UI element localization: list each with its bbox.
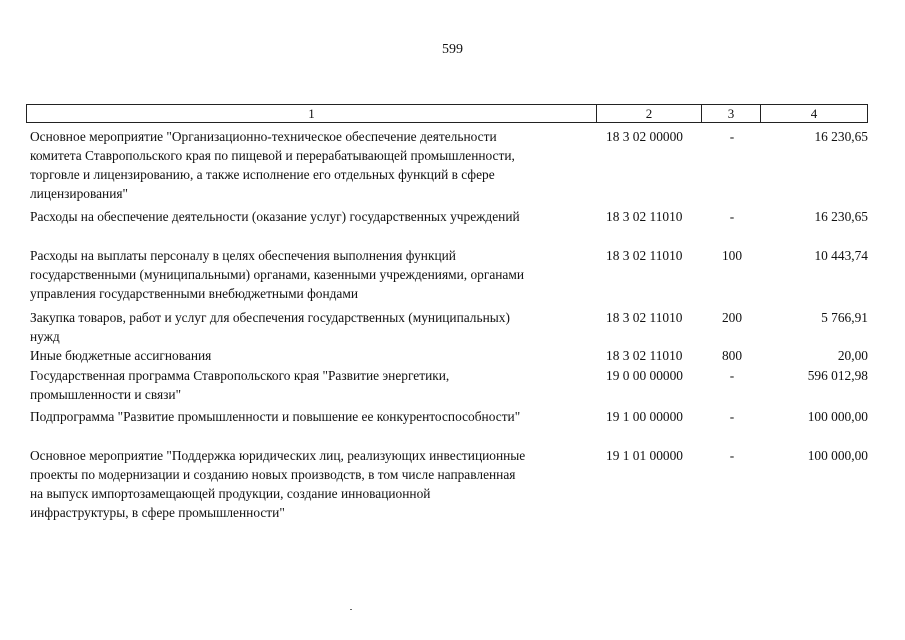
row-amount: 16 230,65 <box>814 129 868 144</box>
row-name: Иные бюджетные ассигнования <box>30 348 212 363</box>
row-name: Подпрограмма "Развитие промышленности и повышение ее конкурентоспособности" <box>30 409 521 424</box>
row-amount: 10 443,74 <box>814 248 868 263</box>
row-name: Расходы на обеспечение деятельности (оказание услуг) государственных учреждений <box>30 209 520 224</box>
row-type: - <box>729 368 735 383</box>
row-code: 18 3 02 11010 <box>606 209 683 224</box>
row-amount: 16 230,65 <box>814 209 868 224</box>
row-name: Основное мероприятие "Поддержка юридических лиц, реализующих инвестиционные проекты по модернизации и созданию новых производств, в том числе направленная на выпуск импортозамещающей продукции, создание инновационной инфраструктуры, в сфере промышленности" <box>30 448 526 520</box>
row-name: Государственная программа Ставропольского края "Развитие энергетики, промышленности и связи" <box>30 368 450 402</box>
row-code: 19 1 00 00000 <box>606 409 683 424</box>
page-number: 599 <box>442 42 463 57</box>
row-type: - <box>729 448 735 463</box>
header-col-2: 2 <box>597 105 702 122</box>
row-type: - <box>729 409 735 424</box>
header-col-4: 4 <box>810 106 818 121</box>
row-name: Закупка товаров, работ и услуг для обеспечения государственных (муниципальных) нужд <box>30 310 510 344</box>
row-amount: 5 766,91 <box>821 310 868 325</box>
row-code: 18 3 02 00000 <box>606 129 683 144</box>
row-code: 18 3 02 11010 <box>606 348 683 363</box>
row-name: Основное мероприятие "Организационно-техническое обеспечение деятельности комитета Ставропольского края по пищевой и перерабатывающей промышленности, торговле и лицензированию, а также исполнение его отдельных функций в сфере лицензирования" <box>30 129 515 201</box>
row-amount: 20,00 <box>837 348 868 363</box>
row-type: - <box>729 209 735 224</box>
row-code: 18 3 02 11010 <box>606 248 683 263</box>
table-header <box>26 104 868 123</box>
row-name: Расходы на выплаты персоналу в целях обеспечения выполнения функций государственными (муниципальными) органами, казенными учреждениями, органами управления государственными внебюджетными фондами <box>30 248 525 301</box>
row-amount: 100 000,00 <box>807 409 868 424</box>
row-type: 200 <box>721 310 743 325</box>
row-code: 18 3 02 11010 <box>606 310 683 325</box>
header-col-3: 3 <box>702 105 761 122</box>
row-amount: 596 012,98 <box>807 368 868 383</box>
scan-speck <box>350 609 352 610</box>
row-amount: 100 000,00 <box>807 448 868 463</box>
row-type: 100 <box>721 248 743 263</box>
header-col-1: 1 <box>27 105 597 122</box>
row-code: 19 0 00 00000 <box>606 368 683 383</box>
row-type: 800 <box>721 348 743 363</box>
row-code: 19 1 01 00000 <box>606 448 683 463</box>
row-type: - <box>729 129 735 144</box>
